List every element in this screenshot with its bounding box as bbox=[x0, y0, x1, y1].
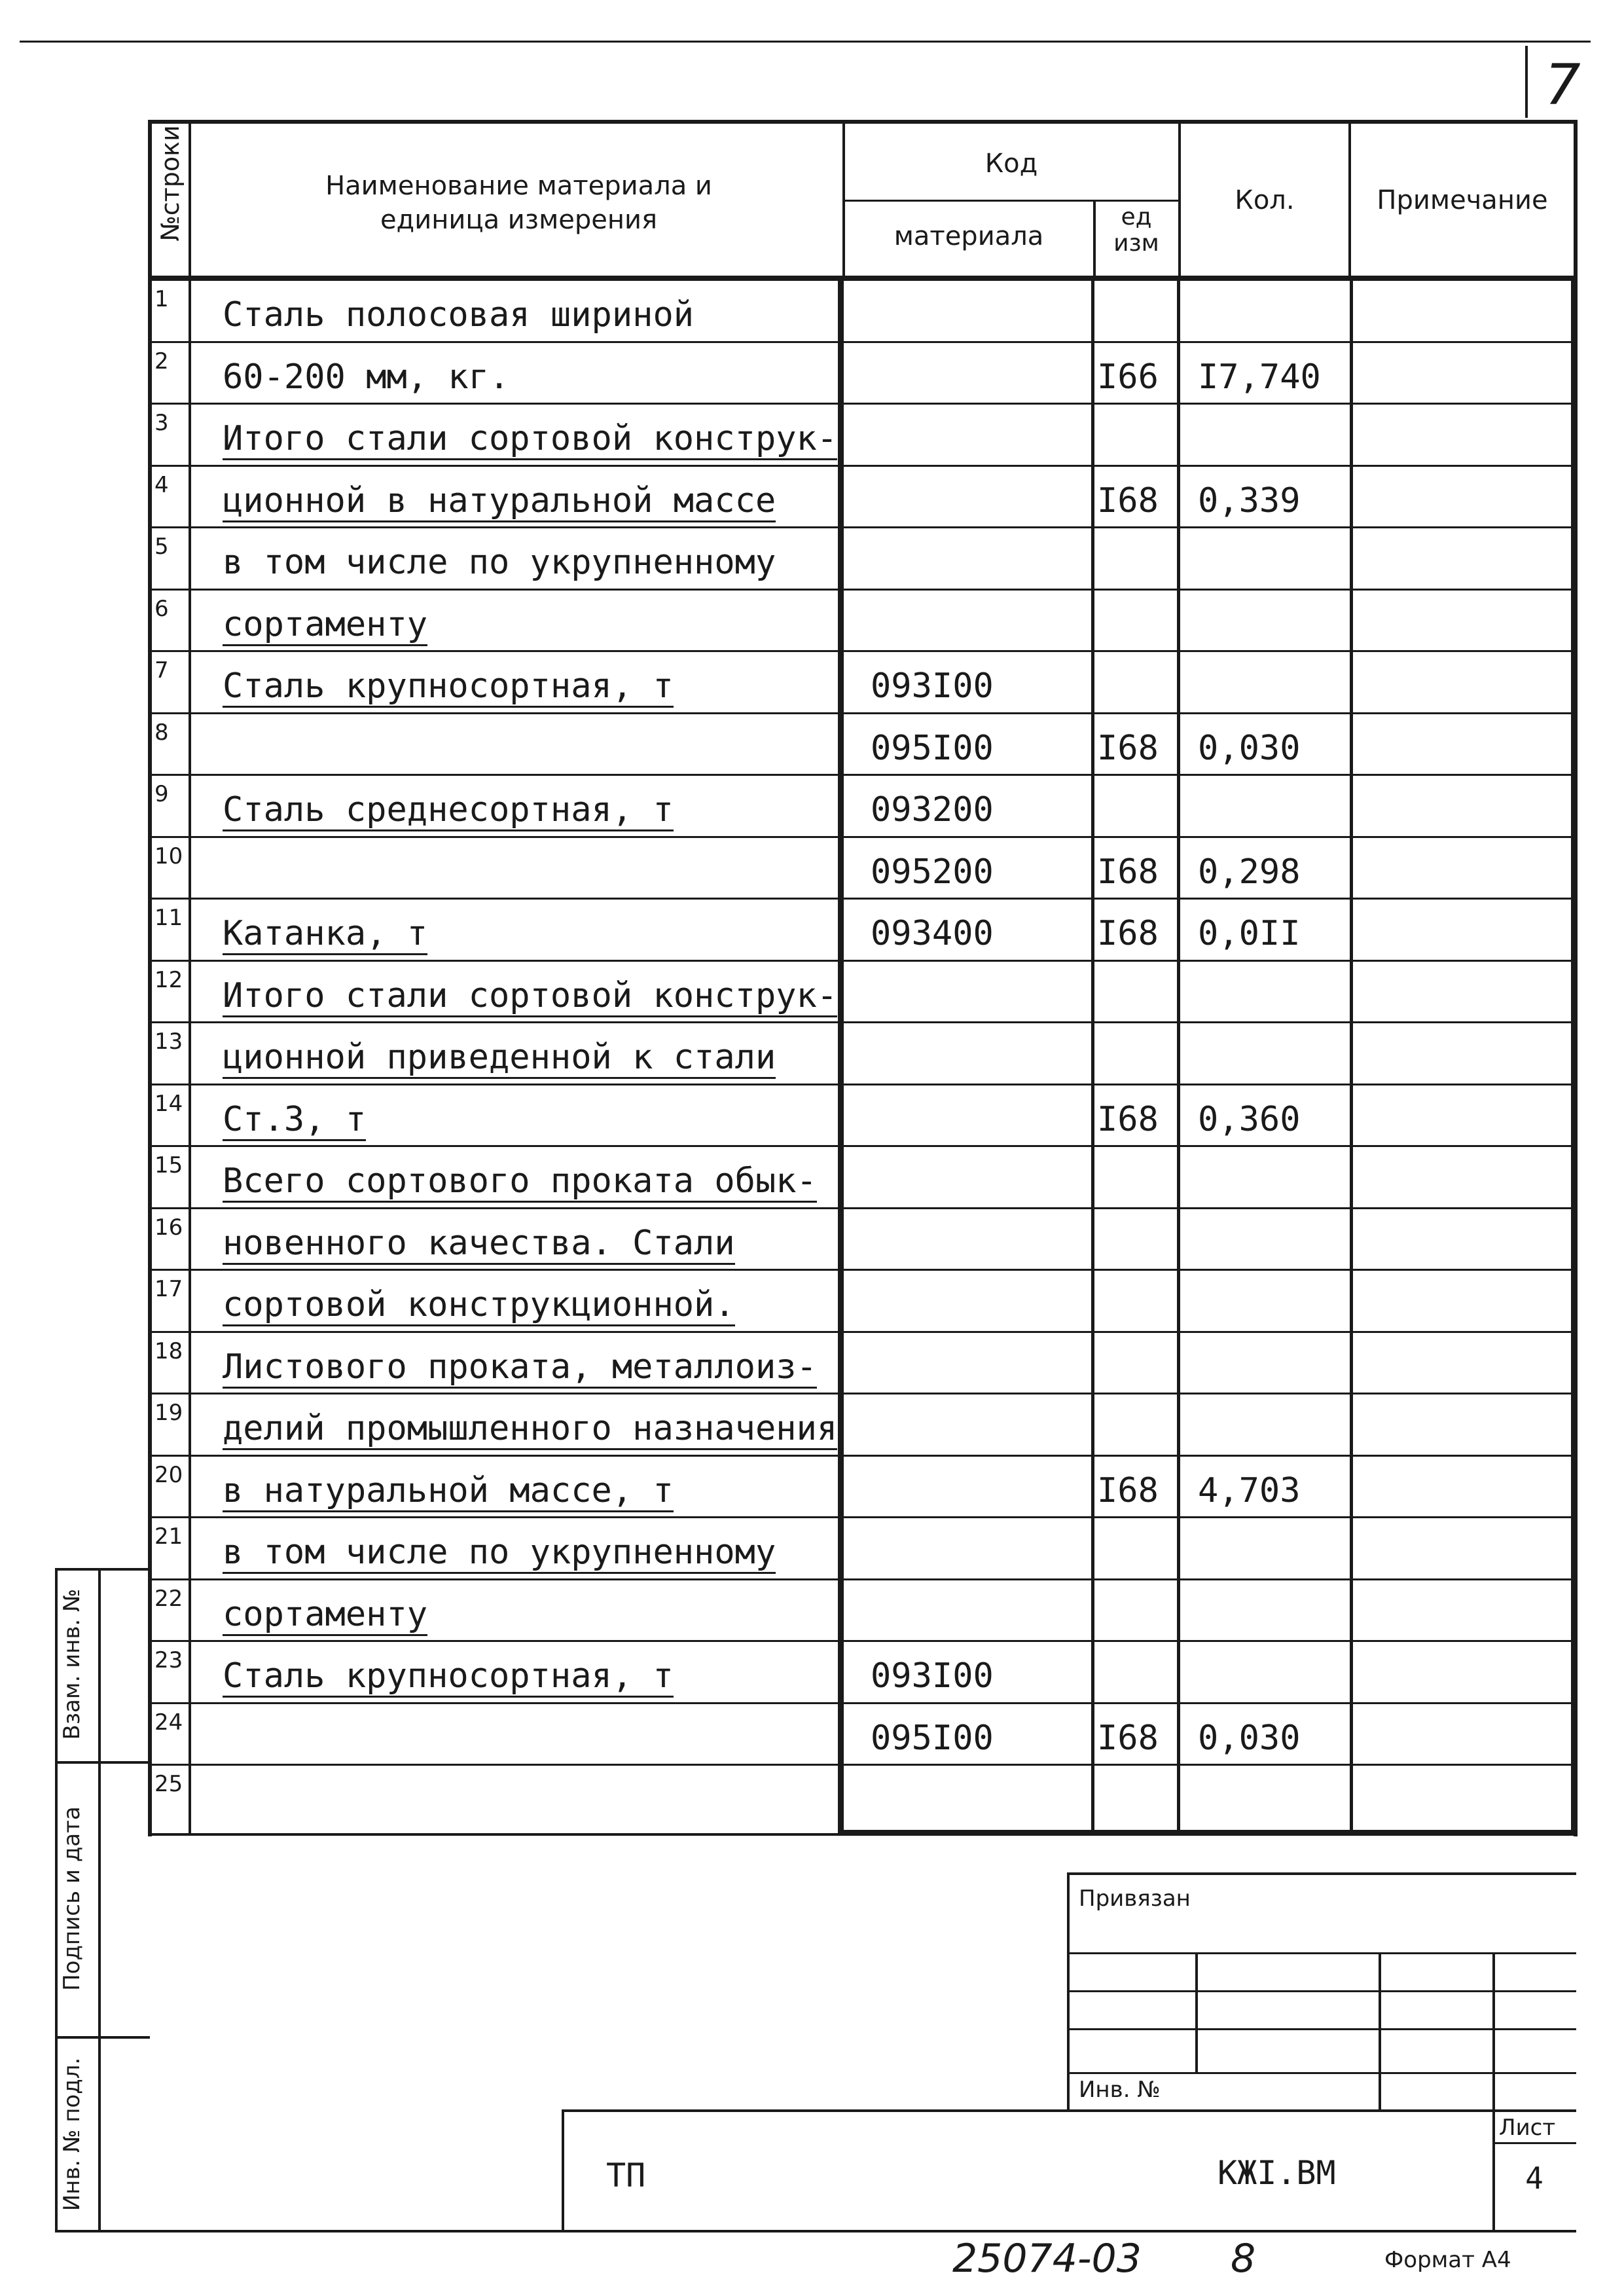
row-name: сортаменту bbox=[223, 605, 427, 646]
row-name: Катанка, т bbox=[223, 914, 427, 955]
row-qty: I7,740 bbox=[1198, 357, 1321, 397]
row-code: 093200 bbox=[871, 790, 994, 829]
header-bottom-border bbox=[148, 276, 1578, 281]
table-row bbox=[0, 1333, 1624, 1395]
row-name: в натуральной массе, т bbox=[223, 1471, 674, 1512]
side-stamp-line-2 bbox=[55, 2036, 150, 2039]
tb-main-top bbox=[562, 2109, 1576, 2112]
row-number: 6 bbox=[154, 595, 169, 622]
header-qty: Кол. bbox=[1235, 185, 1295, 215]
row-qty: 0,0II bbox=[1198, 914, 1301, 953]
row-number: 18 bbox=[154, 1338, 183, 1364]
body-bottom-border bbox=[838, 1830, 1577, 1836]
tb-list-value: 4 bbox=[1525, 2160, 1543, 2196]
table-row bbox=[0, 1642, 1624, 1704]
table-row bbox=[0, 714, 1624, 776]
table-row bbox=[0, 962, 1624, 1024]
tb-line-2 bbox=[1067, 1990, 1576, 1992]
row-name: новенного качества. Стали bbox=[223, 1224, 735, 1265]
side-podpis: Подпись и дата bbox=[59, 1806, 85, 1991]
page-bottom-border bbox=[55, 2230, 1576, 2232]
row-name: ционной в натуральной массе bbox=[223, 481, 776, 522]
row-code: 093I00 bbox=[871, 666, 994, 706]
row-code: 093I00 bbox=[871, 1656, 994, 1696]
table-row bbox=[0, 467, 1624, 529]
row-number: 19 bbox=[154, 1400, 183, 1426]
table-row bbox=[0, 1518, 1624, 1580]
row-code: 095200 bbox=[871, 852, 994, 892]
col-divider-name-hdr bbox=[842, 120, 845, 277]
header-material: материала bbox=[893, 221, 1044, 251]
row-number: 13 bbox=[154, 1029, 183, 1055]
row-name: Итого стали сортовой конструк- bbox=[223, 976, 837, 1017]
row-number: 17 bbox=[154, 1276, 183, 1302]
row-unit: I66 bbox=[1097, 357, 1159, 397]
table-row bbox=[0, 1147, 1624, 1209]
tb-list-label: Лист bbox=[1499, 2115, 1556, 2141]
tb-vline-2 bbox=[1379, 1952, 1381, 2111]
row-number: 20 bbox=[154, 1461, 183, 1488]
table-row bbox=[0, 838, 1624, 900]
footer-format: Формат А4 bbox=[1384, 2247, 1511, 2273]
row-unit: I68 bbox=[1097, 914, 1159, 953]
row-unit: I68 bbox=[1097, 1470, 1159, 1510]
table-row bbox=[0, 528, 1624, 591]
row-name: сортаменту bbox=[223, 1595, 427, 1636]
row-number: 10 bbox=[154, 843, 183, 869]
row-number: 3 bbox=[154, 410, 169, 436]
tb-line-1 bbox=[1067, 1952, 1576, 1954]
row-name: Сталь полосовая шириной bbox=[223, 295, 695, 335]
tb-tp: ТП bbox=[606, 2157, 646, 2195]
row-number: 5 bbox=[154, 534, 169, 560]
row-number: 23 bbox=[154, 1647, 183, 1673]
table-row bbox=[0, 652, 1624, 714]
row-number: 8 bbox=[154, 719, 169, 746]
header-note: Примечание bbox=[1377, 185, 1548, 215]
row-name: Всего сортового проката обык- bbox=[223, 1161, 817, 1203]
row-number: 4 bbox=[154, 471, 169, 498]
row-name: ционной приведенной к стали bbox=[223, 1038, 776, 1079]
side-inv-podl: Инв. № подл. bbox=[59, 2057, 85, 2212]
tb-privyazan: Привязан bbox=[1079, 1886, 1191, 1912]
header-unit: ед изм bbox=[1113, 204, 1159, 257]
row-unit: I68 bbox=[1097, 728, 1159, 768]
row-name: Сталь среднесортная, т bbox=[223, 790, 674, 831]
table-row bbox=[0, 1023, 1624, 1085]
header-code: Код bbox=[984, 149, 1038, 179]
row-qty: 0,339 bbox=[1198, 481, 1301, 520]
row-name: делий промышленного назначения bbox=[223, 1409, 837, 1450]
table-row bbox=[0, 281, 1624, 343]
row-unit: I68 bbox=[1097, 481, 1159, 520]
footer-handwritten-number: 25074-03 bbox=[952, 2236, 1142, 2282]
tb-doc-code: КЖI.ВМ bbox=[1218, 2154, 1336, 2192]
row-name: Итого стали сортовой конструк- bbox=[223, 419, 837, 460]
table-row bbox=[0, 1209, 1624, 1271]
row-name: в том числе по укрупненному bbox=[223, 543, 776, 582]
table-bottom-left bbox=[148, 1833, 842, 1836]
tb-line-4 bbox=[1067, 2072, 1576, 2074]
row-qty: 0,030 bbox=[1198, 1718, 1301, 1758]
row-number: 14 bbox=[154, 1090, 183, 1117]
table-row bbox=[0, 405, 1624, 467]
row-name: в том числе по укрупненному bbox=[223, 1533, 776, 1574]
row-name: Ст.3, т bbox=[223, 1100, 366, 1141]
side-stamp-divider bbox=[98, 1568, 101, 2232]
row-unit: I68 bbox=[1097, 1718, 1159, 1758]
table-row bbox=[0, 1766, 1624, 1828]
row-code: 095I00 bbox=[871, 1718, 994, 1758]
table-row bbox=[0, 1271, 1624, 1333]
header-name: Наименование материала и единица измерения bbox=[325, 171, 712, 235]
row-number: 25 bbox=[154, 1771, 183, 1797]
tb-vline-1 bbox=[1195, 1952, 1198, 2072]
table-row bbox=[0, 343, 1624, 405]
tb-main-left bbox=[562, 2109, 564, 2232]
row-unit: I68 bbox=[1097, 1099, 1159, 1139]
row-qty: 4,703 bbox=[1198, 1470, 1301, 1510]
row-number: 21 bbox=[154, 1523, 183, 1550]
row-number: 9 bbox=[154, 781, 169, 807]
footer-handwritten-sheet: 8 bbox=[1231, 2236, 1256, 2282]
side-stamp-top bbox=[55, 1568, 150, 1571]
row-name: сортовой конструкционной. bbox=[223, 1285, 735, 1326]
table-row bbox=[0, 900, 1624, 962]
row-name: Листового проката, металлоиз- bbox=[223, 1347, 817, 1389]
table-top-border bbox=[148, 120, 1576, 124]
table-row bbox=[0, 1704, 1624, 1766]
code-subheader-line bbox=[842, 200, 1180, 202]
row-code: 095I00 bbox=[871, 728, 994, 768]
row-number: 7 bbox=[154, 657, 169, 683]
row-number: 22 bbox=[154, 1585, 183, 1612]
side-vzam: Взам. инв. № bbox=[59, 1588, 85, 1740]
table-row bbox=[0, 1085, 1624, 1148]
page-number-handwritten: 7 bbox=[1545, 52, 1581, 118]
tb-list-line bbox=[1492, 2142, 1576, 2144]
table-row bbox=[0, 1394, 1624, 1457]
row-number: 2 bbox=[154, 348, 169, 374]
row-number: 24 bbox=[154, 1709, 183, 1736]
tb-line-3 bbox=[1067, 2028, 1576, 2030]
table-row bbox=[0, 1457, 1624, 1519]
row-qty: 0,360 bbox=[1198, 1099, 1301, 1139]
row-number: 12 bbox=[154, 966, 183, 993]
row-name: Сталь крупносортная, т bbox=[223, 1656, 674, 1698]
header-row-number: №строки bbox=[156, 125, 185, 242]
tb-top bbox=[1067, 1872, 1576, 1875]
row-number: 11 bbox=[154, 905, 183, 931]
row-name: 60-200 мм, кг. bbox=[223, 357, 510, 397]
row-name: Сталь крупносортная, т bbox=[223, 666, 674, 708]
row-qty: 0,030 bbox=[1198, 728, 1301, 768]
side-stamp-line-1 bbox=[55, 1761, 150, 1764]
table-row bbox=[0, 1580, 1624, 1643]
table-row bbox=[0, 591, 1624, 653]
row-unit: I68 bbox=[1097, 852, 1159, 892]
table-row bbox=[0, 776, 1624, 838]
row-qty: 0,298 bbox=[1198, 852, 1301, 892]
tb-inv-no: Инв. № bbox=[1079, 2077, 1161, 2103]
row-number: 1 bbox=[154, 286, 169, 312]
row-number: 16 bbox=[154, 1214, 183, 1241]
row-code: 093400 bbox=[871, 914, 994, 953]
row-number: 15 bbox=[154, 1152, 183, 1178]
